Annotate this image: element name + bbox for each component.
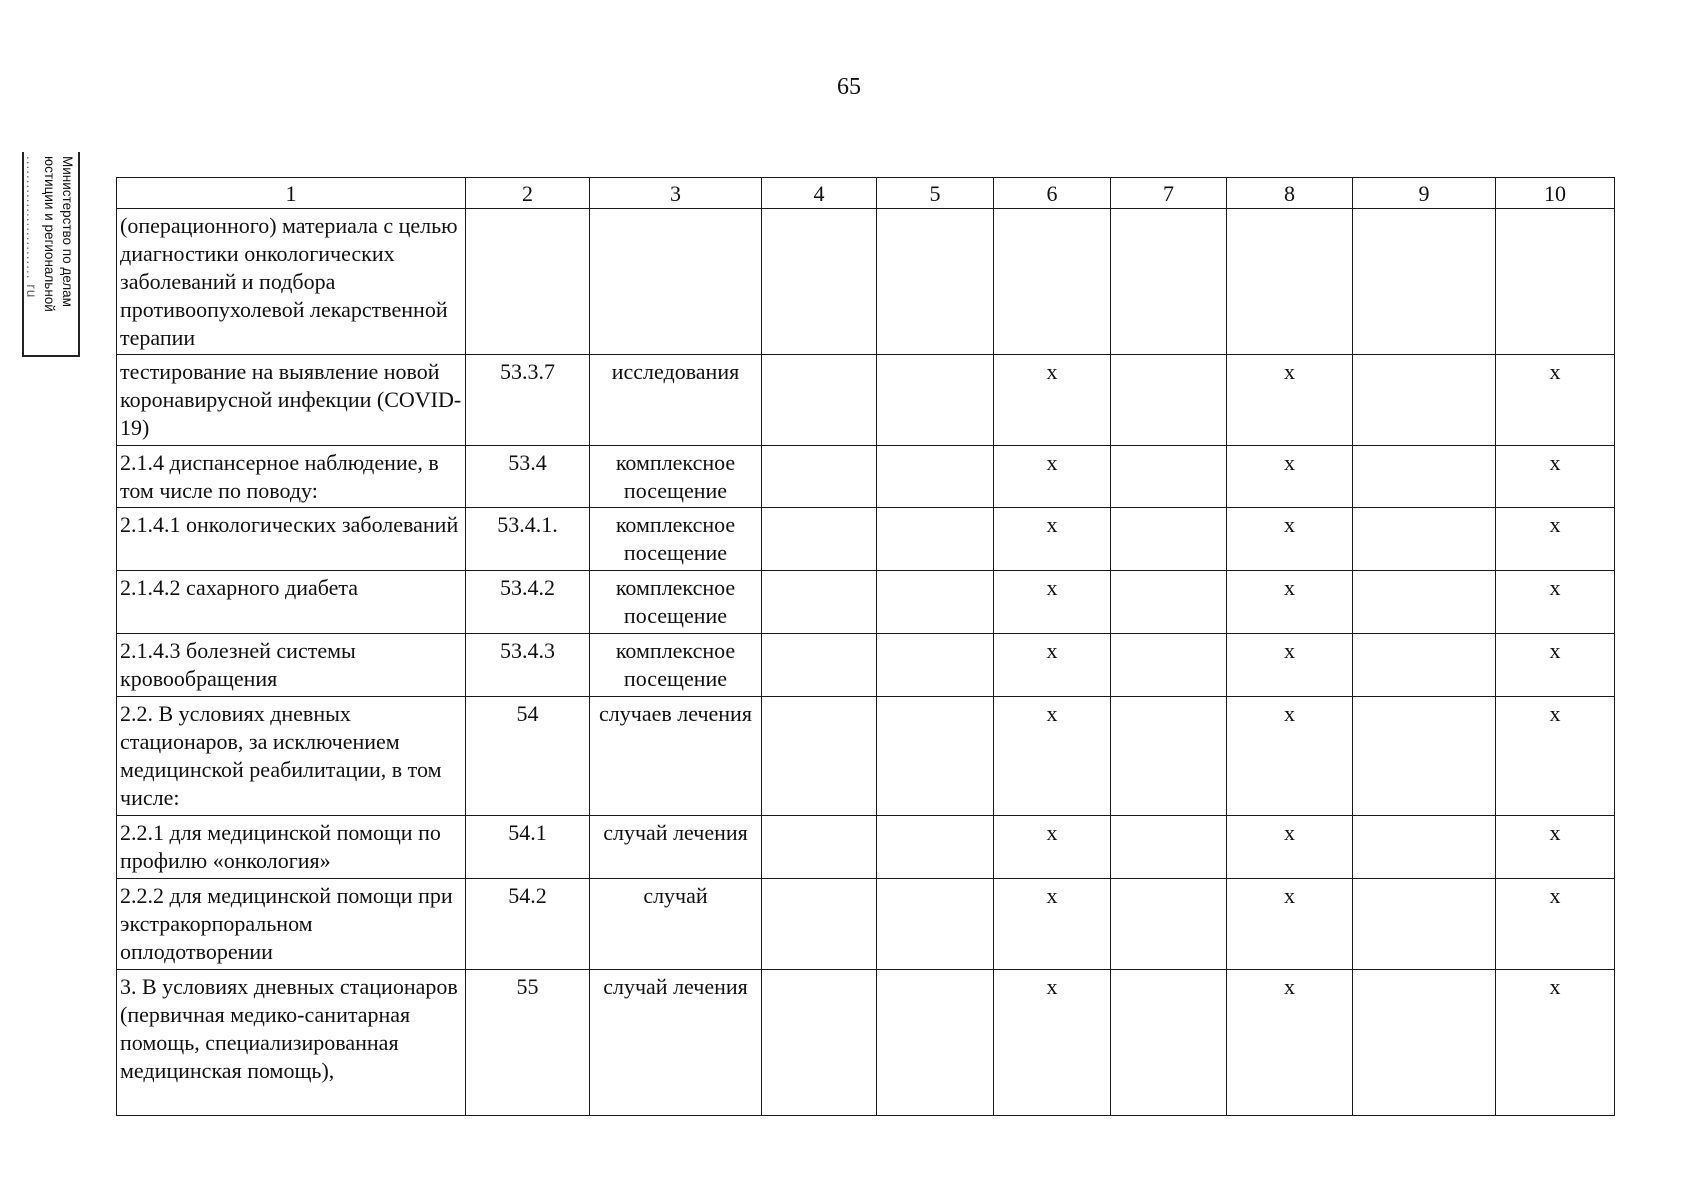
cell-col5	[877, 508, 994, 571]
cell-col8: х	[1227, 446, 1353, 508]
cell-col7	[1111, 571, 1227, 634]
cell-col10: х	[1496, 634, 1615, 697]
cell-col4	[762, 816, 877, 879]
cell-name: 2.1.4.3 болезней системы кровообращения	[117, 634, 466, 697]
cell-col8	[1227, 209, 1353, 355]
table-row	[117, 634, 1615, 697]
cell-col4	[762, 446, 877, 508]
cell-col7	[1111, 634, 1227, 697]
cell-col6: х	[994, 571, 1111, 634]
column-header: 10	[1496, 178, 1615, 209]
cell-unit: комплексное посещение	[590, 446, 762, 508]
column-header: 4	[762, 178, 877, 209]
cell-col5	[877, 970, 994, 1116]
cell-col8: х	[1227, 697, 1353, 816]
cell-name: 2.2.2 для медицинской помощи при экстракорпоральном оплодотворении	[117, 879, 466, 970]
cell-col7	[1111, 209, 1227, 355]
cell-unit: комплексное посещение	[590, 508, 762, 571]
cell-col5	[877, 355, 994, 446]
cell-col6: х	[994, 634, 1111, 697]
cell-unit: случай лечения	[590, 816, 762, 879]
cell-col4	[762, 970, 877, 1116]
cell-col7	[1111, 879, 1227, 970]
cell-col10: х	[1496, 879, 1615, 970]
table-row	[117, 508, 1615, 571]
cell-col8: х	[1227, 634, 1353, 697]
cell-col8: х	[1227, 816, 1353, 879]
cell-col4	[762, 879, 877, 970]
cell-col9	[1353, 879, 1496, 970]
stamp-line-3: .......................... ru	[24, 156, 39, 299]
stamp-line-1: Министерство по делам	[60, 156, 75, 307]
column-header: 2	[466, 178, 590, 209]
cell-col7	[1111, 355, 1227, 446]
cell-col7	[1111, 508, 1227, 571]
cell-code: 53.3.7	[466, 355, 590, 446]
cell-code: 53.4.3	[466, 634, 590, 697]
column-header: 7	[1111, 178, 1227, 209]
table-row	[117, 970, 1615, 1116]
cell-col7	[1111, 970, 1227, 1116]
cell-code: 54.2	[466, 879, 590, 970]
cell-col6: х	[994, 697, 1111, 816]
table-row	[117, 697, 1615, 816]
cell-name: тестирование на выявление новой коронавирусной инфекции (COVID-19)	[117, 355, 466, 446]
cell-col9	[1353, 508, 1496, 571]
column-header: 8	[1227, 178, 1353, 209]
cell-code: 53.4.1.	[466, 508, 590, 571]
table-row	[117, 571, 1615, 634]
cell-code: 54	[466, 697, 590, 816]
cell-col4	[762, 209, 877, 355]
cell-col6: х	[994, 879, 1111, 970]
cell-col9	[1353, 697, 1496, 816]
page-number: 65	[837, 74, 861, 100]
cell-name: 3. В условиях дневных стационаров (первичная медико-санитарная помощь, специализированная медицинская помощь),	[117, 970, 466, 1116]
cell-unit	[590, 209, 762, 355]
cell-col8: х	[1227, 879, 1353, 970]
cell-col5	[877, 879, 994, 970]
cell-name: 2.1.4.2 сахарного диабета	[117, 571, 466, 634]
cell-col6: х	[994, 970, 1111, 1116]
cell-col10	[1496, 209, 1615, 355]
column-header: 3	[590, 178, 762, 209]
cell-code: 54.1	[466, 816, 590, 879]
cell-col10: х	[1496, 355, 1615, 446]
column-header: 5	[877, 178, 994, 209]
cell-col6: х	[994, 355, 1111, 446]
cell-col8: х	[1227, 970, 1353, 1116]
cell-name: 2.2. В условиях дневных стационаров, за исключением медицинской реабилитации, в том числе:	[117, 697, 466, 816]
cell-col5	[877, 209, 994, 355]
cell-col9	[1353, 970, 1496, 1116]
cell-col5	[877, 816, 994, 879]
table-row	[117, 209, 1615, 355]
cell-name: 2.1.4.1 онкологических заболеваний	[117, 508, 466, 571]
stamp-frame	[22, 152, 80, 357]
cell-col9	[1353, 571, 1496, 634]
cell-col5	[877, 446, 994, 508]
header-row	[117, 178, 1615, 209]
cell-col10: х	[1496, 697, 1615, 816]
cell-col9	[1353, 209, 1496, 355]
cell-name: (операционного) материала с целью диагностики онкологических заболеваний и подбора противоопухолевой лекарственной терапии	[117, 209, 466, 355]
cell-code: 55	[466, 970, 590, 1116]
data-table	[116, 177, 1615, 1116]
table-row	[117, 816, 1615, 879]
cell-unit: случай	[590, 879, 762, 970]
cell-col10: х	[1496, 816, 1615, 879]
cell-unit: исследования	[590, 355, 762, 446]
cell-col4	[762, 697, 877, 816]
cell-col10: х	[1496, 508, 1615, 571]
cell-col7	[1111, 697, 1227, 816]
table-row	[117, 355, 1615, 446]
cell-col7	[1111, 446, 1227, 508]
cell-col8: х	[1227, 508, 1353, 571]
cell-col8: х	[1227, 571, 1353, 634]
cell-name: 2.2.1 для медицинской помощи по профилю «онкология»	[117, 816, 466, 879]
cell-name: 2.1.4 диспансерное наблюдение, в том числе по поводу:	[117, 446, 466, 508]
column-header: 1	[117, 178, 466, 209]
cell-col9	[1353, 355, 1496, 446]
cell-col10: х	[1496, 446, 1615, 508]
cell-unit: случаев лечения	[590, 697, 762, 816]
column-header: 9	[1353, 178, 1496, 209]
cell-col6: х	[994, 446, 1111, 508]
cell-col6	[994, 209, 1111, 355]
cell-col5	[877, 634, 994, 697]
cell-col4	[762, 571, 877, 634]
cell-unit: случай лечения	[590, 970, 762, 1116]
cell-col7	[1111, 816, 1227, 879]
cell-code: 53.4	[466, 446, 590, 508]
cell-col10: х	[1496, 571, 1615, 634]
cell-col4	[762, 634, 877, 697]
table-row	[117, 446, 1615, 508]
column-header: 6	[994, 178, 1111, 209]
cell-col8: х	[1227, 355, 1353, 446]
stamp-line-2: юстиции и региональной	[42, 156, 57, 312]
cell-col5	[877, 571, 994, 634]
cell-col5	[877, 697, 994, 816]
cell-col4	[762, 355, 877, 446]
cell-col9	[1353, 446, 1496, 508]
cell-unit: комплексное посещение	[590, 634, 762, 697]
cell-code: 53.4.2	[466, 571, 590, 634]
cell-col10: х	[1496, 970, 1615, 1116]
cell-col9	[1353, 816, 1496, 879]
cell-col6: х	[994, 816, 1111, 879]
cell-col6: х	[994, 508, 1111, 571]
table-row	[117, 879, 1615, 970]
cell-code	[466, 209, 590, 355]
cell-col4	[762, 508, 877, 571]
cell-unit: комплексное посещение	[590, 571, 762, 634]
cell-col9	[1353, 634, 1496, 697]
